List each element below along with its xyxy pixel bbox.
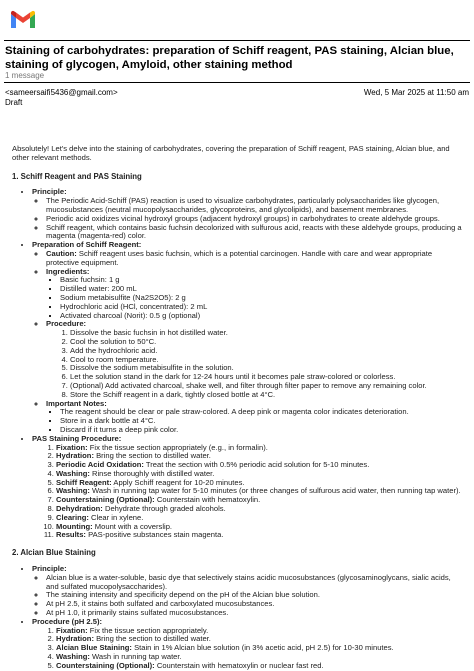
list-item: ◦ The Periodic Acid-Schiff (PAS) reaction is used to visualize carbohydrates, particularly polysaccharides like glycogen, mucosubstances (neutral mucopolysaccharides, glycoproteins, and glycolipids), and basement membranes. — [46, 197, 464, 215]
section-2-title: 2. Alcian Blue Staining — [12, 548, 96, 558]
notes-item — [46, 400, 464, 435]
alcian-steps — [32, 627, 464, 671]
notes-label: Important Notes: — [46, 398, 107, 408]
section-2-list — [12, 565, 464, 671]
pas-procedure-item — [32, 435, 464, 541]
section-1-list — [12, 188, 464, 540]
list-item: 6. Let the solution stand in the dark for 12-24 hours until it becomes pale straw-colored or colorless. — [70, 373, 464, 382]
list-item: 4. Cool to room temperature. — [70, 356, 464, 365]
step-text: Stain in 1% Alcian blue solution (in 3% acetic acid, pH 2.5) for 10-30 minutes. — [131, 643, 394, 653]
step-label: Alcian Blue Staining: — [56, 643, 132, 653]
preparation-list — [32, 250, 464, 435]
notes-list — [46, 408, 464, 434]
list-item: ◦ At pH 2.5, it stains both sulfated and carboxylated mucosubstances. — [46, 600, 464, 609]
top-bar — [0, 0, 474, 40]
list-item: ◦ Periodic acid oxidizes vicinal hydroxyl groups (adjacent hydroxyl groups) in carbohydrates to create aldehyde groups. — [46, 215, 464, 224]
list-item — [56, 662, 464, 671]
step-text: Fix the tissue section appropriately. — [87, 625, 209, 635]
step-text: PAS-positive substances stain magenta. — [85, 530, 224, 540]
list-item: ◦ Alcian blue is a water-soluble, basic dye that selectively stains acidic mucosubstances (glycosaminoglycans, sialic acids, and sulfated mucopolysaccharides). — [46, 574, 464, 592]
message-body — [12, 145, 464, 671]
step-text: Apply Schiff reagent for 10-20 minutes. — [111, 477, 245, 487]
procedure-item — [46, 320, 464, 399]
section-1-title: 1. Schiff Reagent and PAS Staining — [12, 171, 142, 181]
procedure-label: Procedure: — [46, 319, 87, 329]
preparation-label: Preparation of Schiff Reagent: — [32, 240, 142, 250]
ingredients-label: Ingredients: — [46, 266, 90, 276]
step-text: Mount with a coverslip. — [92, 521, 173, 531]
principle-item — [32, 188, 464, 241]
principle-label: Principle: — [32, 564, 67, 574]
principle-item — [32, 565, 464, 618]
step-label: Washing: — [56, 486, 90, 496]
principle-label: Principle: — [32, 187, 67, 197]
step-label: Schiff Reagent: — [56, 477, 112, 487]
step-text: Fix the tissue section appropriately (e.g., in formalin). — [87, 442, 268, 452]
step-text: Counterstain with hematoxylin or nuclear fast red. — [154, 660, 324, 670]
list-item — [56, 531, 464, 540]
preparation-item — [32, 241, 464, 435]
sender-address[interactable]: <sameersaifi5436@gmail.com> — [5, 88, 118, 97]
step-label: Dehydration: — [56, 504, 103, 514]
list-item: 7. (Optional) Add activated charcoal, shake well, and filter through filter paper to remove any remaining color. — [70, 382, 464, 391]
list-item: ▪ Basic fuchsin: 1 g — [60, 276, 464, 285]
list-item: 8. Store the Schiff reagent in a dark, tightly closed bottle at 4°C. — [70, 391, 464, 400]
step-label: Mounting: — [56, 521, 93, 531]
message-count: 1 message — [5, 71, 45, 80]
list-item: ▪ Store in a dark bottle at 4°C. — [60, 417, 464, 426]
list-item: ▪ Sodium metabisulfite (Na2S2O5): 2 g — [60, 294, 464, 303]
step-label: Counterstaining (Optional): — [56, 660, 155, 670]
step-text: Bring the section to distilled water. — [93, 634, 211, 644]
preparation-steps — [46, 329, 464, 399]
caution-label: Caution: — [46, 248, 77, 258]
step-label: Clearing: — [56, 512, 89, 522]
step-label: Hydration: — [56, 634, 94, 644]
list-item: ▪ Discard if it turns a deep pink color. — [60, 426, 464, 435]
draft-label: Draft — [5, 98, 23, 107]
step-text: Treat the section with 0.5% periodic acid solution for 5-10 minutes. — [143, 460, 370, 470]
list-item: 2. Cool the solution to 50°C. — [70, 338, 464, 347]
gmail-logo-icon[interactable] — [10, 10, 36, 30]
intro-paragraph: Absolutely! Let's delve into the staining of carbohydrates, covering the preparation of Schiff reagent, PAS staining, Alcian blue, and other relevant methods. — [12, 144, 450, 162]
pas-procedure-label: PAS Staining Procedure: — [32, 433, 122, 443]
step-text: Wash in running tap water for 5-10 minutes (or three changes of sulfurous acid water, then running tap water). — [89, 486, 461, 496]
step-label: Results: — [56, 530, 86, 540]
ingredients-list — [46, 276, 464, 320]
ingredients-item — [46, 268, 464, 321]
step-label: Counterstaining (Optional): — [56, 495, 155, 505]
step-text: Dehydrate through graded alcohols. — [102, 504, 226, 514]
step-text: Clear in xylene. — [88, 512, 144, 522]
step-label: Washing: — [56, 468, 90, 478]
list-item: ▪ Distilled water: 200 mL — [60, 285, 464, 294]
alcian-procedure-item — [32, 618, 464, 671]
list-item: 1. Dissolve the basic fuchsin in hot distilled water. — [70, 329, 464, 338]
caution-text: Schiff reagent uses basic fuchsin, which is a potential carcinogen. Handle with care and wear appropriate protective equipment. — [46, 248, 433, 267]
caution-item — [46, 250, 464, 268]
step-text: Rinse thoroughly with distilled water. — [89, 468, 215, 478]
step-label: Washing: — [56, 652, 90, 662]
step-label: Periodic Acid Oxidation: — [56, 460, 144, 470]
list-item: 5. Dissolve the sodium metabisulfite in the solution. — [70, 364, 464, 373]
email-subject: Staining of carbohydrates: preparation of Schiff reagent, PAS staining, Alcian blue, staining of glycogen, Amyloid, other staining method — [5, 45, 454, 71]
principle-list — [32, 197, 464, 241]
pas-steps — [32, 444, 464, 541]
step-label: Hydration: — [56, 451, 94, 461]
step-text: Wash in running tap water. — [89, 652, 182, 662]
list-item: ▪ The reagent should be clear or pale straw-colored. A deep pink or magenta color indicates deterioration. — [60, 408, 464, 417]
header-divider — [4, 40, 470, 41]
step-text: Counterstain with hematoxylin. — [154, 495, 261, 505]
step-label: Fixation: — [56, 625, 88, 635]
step-text: Bring the section to distilled water. — [93, 451, 211, 461]
message-date: Wed, 5 Mar 2025 at 11:50 am — [363, 88, 469, 97]
list-item: ◦ At pH 1.0, it primarily stains sulfated mucosubstances. — [46, 609, 464, 618]
list-item: ◦ The staining intensity and specificity depend on the pH of the Alcian blue solution. — [46, 591, 464, 600]
list-item: ▪ Activated charcoal (Norit): 0.5 g (optional) — [60, 312, 464, 321]
principle-list — [32, 574, 464, 618]
list-item: ▪ Hydrochloric acid (HCl, concentrated): 2 mL — [60, 303, 464, 312]
list-item: ◦ Schiff reagent, which contains basic fuchsin decolorized with sulfurous acid, reacts with these aldehyde groups, producing a magenta (magenta-red) color. — [46, 224, 464, 242]
alcian-procedure-label: Procedure (pH 2.5): — [32, 616, 103, 626]
subject-divider — [4, 82, 470, 83]
list-item: 3. Add the hydrochloric acid. — [70, 347, 464, 356]
step-label: Fixation: — [56, 442, 88, 452]
